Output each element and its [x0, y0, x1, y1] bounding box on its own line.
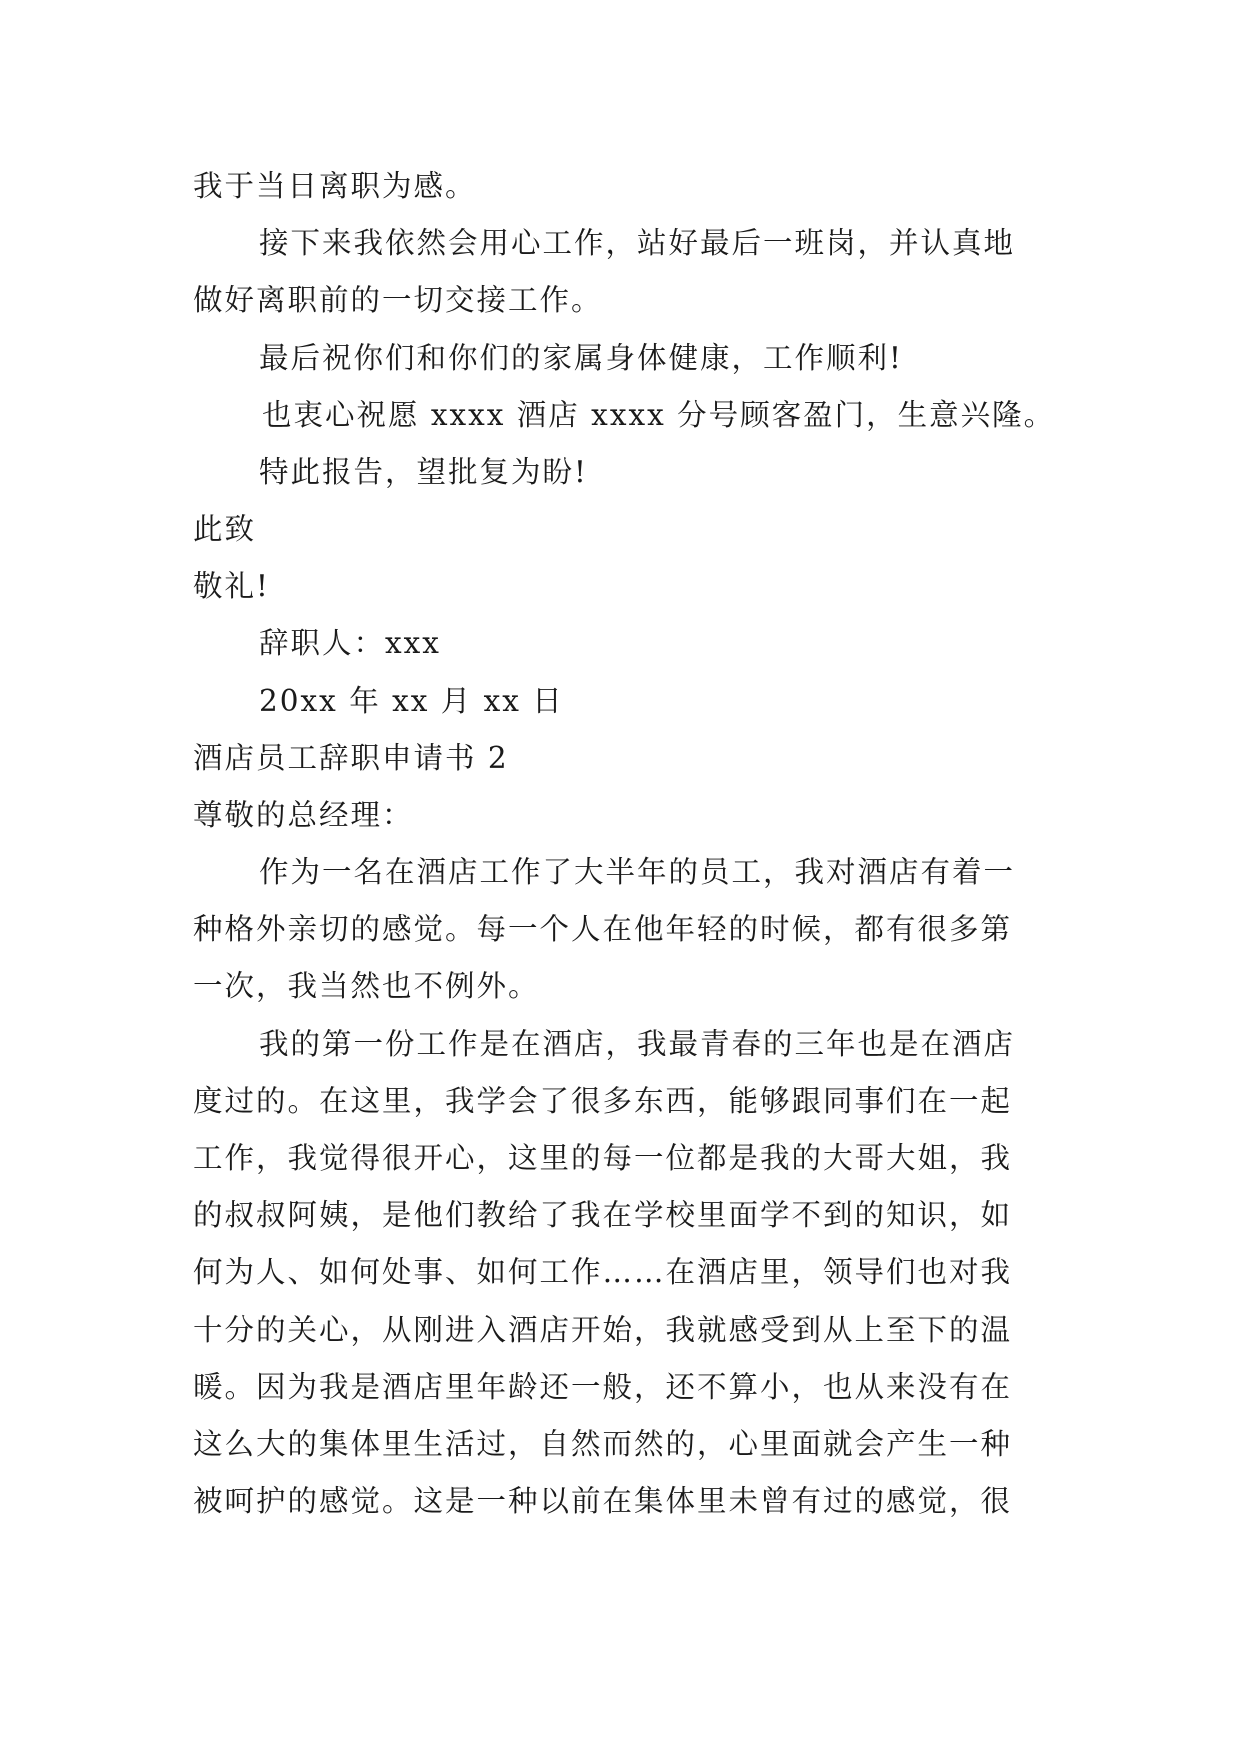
date-line: 20xx 年 xx 月 xx 日	[259, 684, 564, 718]
text-line: 暖。因为我是酒店里年龄还一般，还不算小，也从来没有在	[193, 1370, 1013, 1404]
signature-line: 辞职人：xxx	[259, 626, 441, 660]
text-line: 度过的。在这里，我学会了很多东西，能够跟同事们在一起	[193, 1084, 1013, 1118]
greeting-line: 尊敬的总经理：	[193, 798, 414, 832]
text-line: 特此报告，望批复为盼!	[259, 455, 588, 489]
text-line: 最后祝你们和你们的家属身体健康，工作顺利!	[259, 341, 903, 375]
text-line: 十分的关心，从刚进入酒店开始，我就感受到从上至下的温	[193, 1313, 1013, 1347]
text-line: 何为人、如何处事、如何工作……在酒店里，领导们也对我	[193, 1255, 1013, 1289]
salutation-line: 此致	[193, 512, 257, 546]
text-line: 做好离职前的一切交接工作。	[193, 283, 603, 317]
text-line: 被呵护的感觉。这是一种以前在集体里未曾有过的感觉，很	[193, 1484, 1013, 1518]
text-line: 我的第一份工作是在酒店，我最青春的三年也是在酒店	[259, 1027, 1016, 1061]
text-line: 这么大的集体里生活过，自然而然的，心里面就会产生一种	[193, 1427, 1013, 1461]
section-title: 酒店员工辞职申请书 2	[193, 741, 509, 775]
text-line: 的叔叔阿姨，是他们教给了我在学校里面学不到的知识，如	[193, 1198, 1013, 1232]
text-line: 种格外亲切的感觉。每一个人在他年轻的时候，都有很多第	[193, 912, 1013, 946]
text-line: 接下来我依然会用心工作，站好最后一班岗，并认真地	[259, 226, 1016, 260]
text-line: 我于当日离职为感。	[193, 169, 477, 203]
text-line: 工作，我觉得很开心，这里的每一位都是我的大哥大姐，我	[193, 1141, 1013, 1175]
salutation-line: 敬礼!	[193, 569, 270, 603]
text-line: 一次，我当然也不例外。	[193, 969, 540, 1003]
text-line: 也衷心祝愿 xxxx 酒店 xxxx 分号顾客盈门，生意兴隆。	[262, 398, 1056, 432]
text-line: 作为一名在酒店工作了大半年的员工，我对酒店有着一	[259, 855, 1016, 889]
